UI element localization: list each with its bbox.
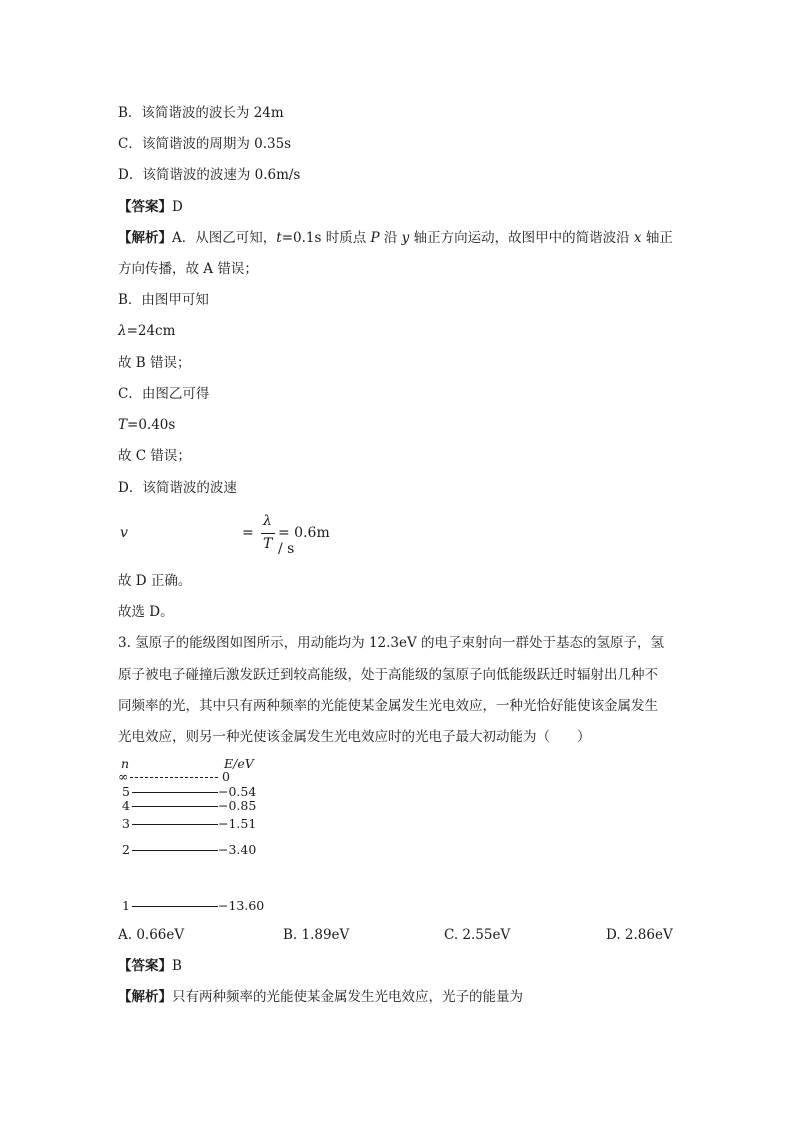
period-equation	[118, 416, 175, 434]
level-e-inf: 0	[222, 769, 230, 784]
choice-a: A. 0.66eV	[118, 927, 185, 943]
level-n-inf: ∞	[118, 769, 129, 784]
var-t: t	[276, 230, 282, 246]
var-p: P	[370, 230, 380, 246]
question3-line-2: 原子被电子碰撞后激发跃迁到较高能级，处于高能级的氢原子向低能级跃迁时辐射出几种不	[118, 667, 658, 683]
var-x: x	[633, 230, 642, 246]
wave-speed-formula	[118, 512, 338, 556]
analysis-c-intro: C．由图乙可得	[118, 386, 210, 402]
level-line-inf	[130, 777, 218, 778]
analysis-d-conclusion: 故 D 正确。	[118, 573, 192, 589]
question3-line-4: 光电效应，则另一种光使该金属发生光电效应时的光电子最大初动能为（ ）	[118, 729, 591, 745]
formula-equals: =	[242, 525, 254, 541]
analysis-d-intro: D．该简谐波的波速	[118, 480, 237, 496]
level-n-3: 3	[122, 816, 130, 831]
option-d-prev: D．该简谐波的波速为 0.6m/s	[118, 167, 301, 183]
var-y: y	[401, 230, 410, 246]
level-e-4: −0.85	[218, 798, 257, 813]
level-n-2: 2	[122, 842, 130, 857]
question3-line-1: 3. 氢原子的能级图如图所示，用动能均为 12.3eV 的电子束射向一群处于基态的氢原子，氢	[118, 635, 665, 651]
analysis-tag: 【解析】	[118, 989, 172, 1005]
analysis-b-intro: B．由图甲可知	[118, 292, 209, 308]
level-n-4: 4	[122, 798, 130, 813]
level-line-2	[132, 850, 218, 851]
choice-c: C. 2.55eV	[444, 927, 511, 943]
level-line-3	[132, 824, 218, 825]
lambda-value: =24cm	[126, 323, 176, 339]
choice-b: B. 1.89eV	[283, 927, 350, 943]
lambda-equation	[118, 322, 175, 340]
answer-value: D	[172, 199, 183, 215]
analysis-final: 故选 D。	[118, 604, 174, 620]
formula-lhs: v	[120, 525, 128, 541]
var-lambda: λ	[118, 323, 127, 339]
period-value: =0.40s	[127, 417, 176, 433]
e-header: E/eV	[224, 756, 254, 771]
energy-level-diagram	[118, 756, 318, 916]
level-e-5: −0.54	[218, 784, 257, 799]
analysis-tag: 【解析】	[118, 230, 172, 246]
level-e-1: −13.60	[218, 898, 265, 913]
analysis-c-conclusion: 故 C 错误；	[118, 448, 191, 464]
question3-line-3: 同频率的光，其中只有两种频率的光能使某金属发生光电效应，一种光恰好能使该金属发生	[118, 698, 658, 714]
n-header: n	[121, 756, 130, 771]
analysis-text: 轴正方向运动，故图甲中的简谐波沿	[409, 230, 634, 246]
formula-numerator: λ	[263, 513, 272, 529]
answer-value: B	[172, 958, 182, 974]
level-n-1: 1	[122, 898, 130, 913]
answer-line-3	[118, 957, 182, 975]
var-T: T	[118, 417, 128, 433]
option-b-prev: B．该简谐波的波长为 24m	[118, 105, 284, 121]
fraction-bar	[261, 533, 275, 534]
analysis-line-1	[118, 229, 673, 247]
level-e-2: −3.40	[218, 842, 257, 857]
analysis-text: 只有两种频率的光能使某金属发生光电效应，光子的能量为	[172, 989, 523, 1005]
analysis-text: 轴正	[641, 230, 673, 246]
answer-line-1	[118, 198, 183, 216]
analysis-text: 沿	[379, 230, 402, 246]
choice-d: D. 2.86eV	[606, 927, 673, 943]
answer-tag: 【答案】	[118, 958, 172, 974]
level-line-4	[132, 806, 218, 807]
analysis-text: A．从图乙可知，	[172, 230, 277, 246]
analysis-line-3	[118, 988, 523, 1006]
analysis-line-2: 方向传播，故 A 错误；	[118, 261, 258, 277]
level-line-1	[132, 906, 218, 907]
analysis-b-conclusion: 故 B 错误；	[118, 355, 191, 371]
level-line-5	[132, 792, 218, 793]
level-e-3: −1.51	[218, 816, 257, 831]
option-c-prev: C．该简谐波的周期为 0.35s	[118, 136, 292, 152]
answer-tag: 【答案】	[118, 199, 172, 215]
formula-rhs: = 0.6m / s	[278, 525, 330, 557]
formula-denominator: T	[263, 536, 273, 552]
level-n-5: 5	[122, 784, 130, 799]
analysis-text: =0.1s 时质点	[281, 230, 371, 246]
